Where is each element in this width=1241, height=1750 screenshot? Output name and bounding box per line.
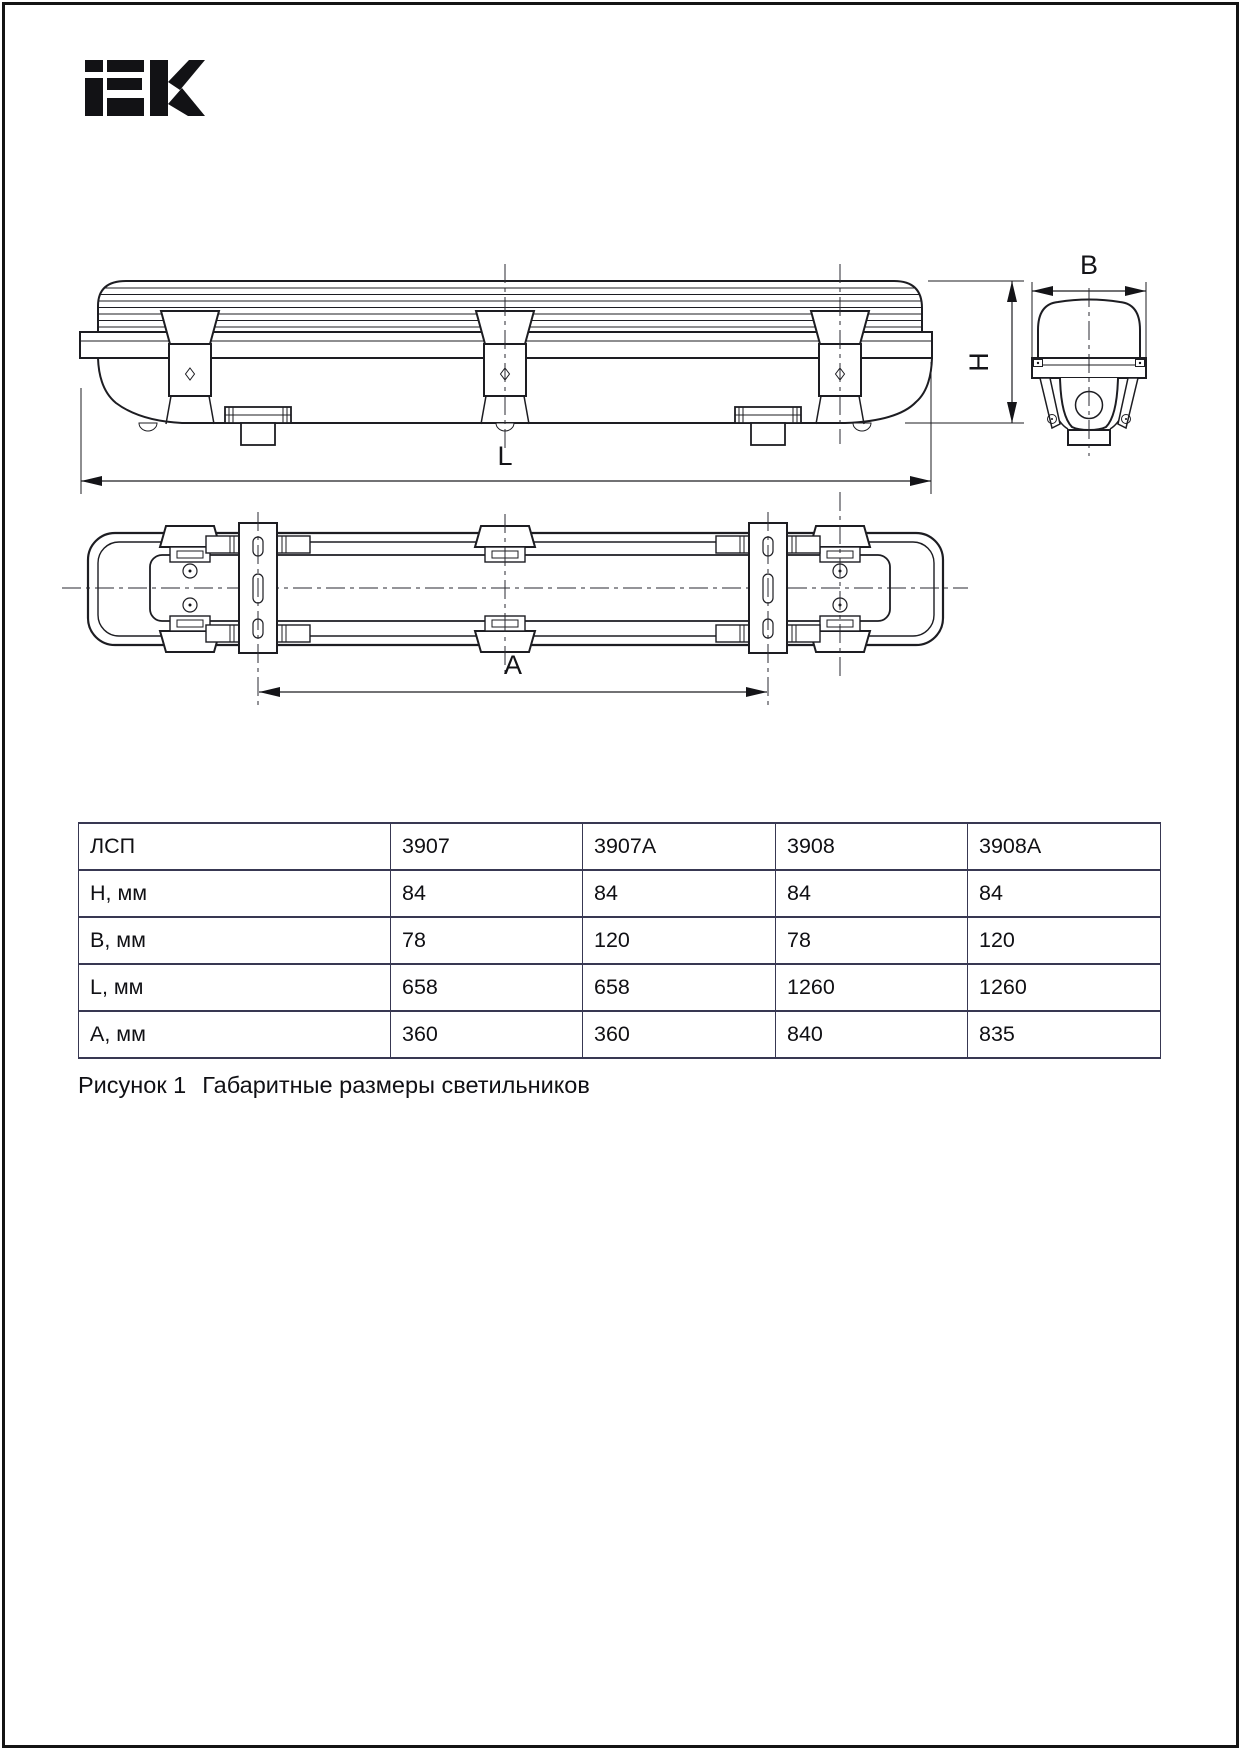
cell-value: 84	[391, 870, 583, 917]
figure-caption	[78, 1072, 590, 1099]
cell-value: 78	[391, 917, 583, 964]
table-header-model-3907a: 3907A	[583, 823, 776, 870]
dim-label-L: L	[497, 441, 513, 471]
cell-value: 1260	[968, 964, 1161, 1011]
cell-value: 84	[968, 870, 1161, 917]
table-header-row	[79, 823, 1161, 870]
cell-value: 120	[583, 917, 776, 964]
side-view-mount-bracket-right	[735, 407, 801, 445]
cell-value: 84	[776, 870, 968, 917]
table-row-A	[79, 1011, 1161, 1058]
cell-value: 658	[583, 964, 776, 1011]
dimensions-table	[78, 822, 1161, 1059]
table-header-series: ЛСП	[79, 823, 391, 870]
row-label: H, мм	[79, 870, 391, 917]
cell-value: 835	[968, 1011, 1161, 1058]
cell-value: 360	[391, 1011, 583, 1058]
figure-caption-number: Рисунок 1	[78, 1072, 187, 1098]
cell-value: 120	[968, 917, 1161, 964]
cell-value: 840	[776, 1011, 968, 1058]
table-row-B	[79, 917, 1161, 964]
cell-value: 658	[391, 964, 583, 1011]
technical-drawing	[0, 0, 1241, 760]
figure-caption-text: Габаритные размеры светильников	[202, 1072, 590, 1098]
row-label: A, мм	[79, 1011, 391, 1058]
table-row-L	[79, 964, 1161, 1011]
dim-label-A: A	[503, 650, 523, 680]
table-header-model-3907: 3907	[391, 823, 583, 870]
dim-label-B: B	[1079, 250, 1099, 280]
side-view-mount-bracket-left	[225, 407, 291, 445]
cell-value: 1260	[776, 964, 968, 1011]
end-view-strut-left	[1040, 378, 1060, 428]
cell-value: 84	[583, 870, 776, 917]
luminaire-side-view	[80, 264, 932, 448]
row-label: L, мм	[79, 964, 391, 1011]
cell-value: 78	[776, 917, 968, 964]
luminaire-end-view	[1032, 250, 1146, 456]
dimension-A	[259, 650, 767, 697]
side-view-clip-1	[161, 311, 219, 424]
cell-value: 360	[583, 1011, 776, 1058]
dim-label-H: H	[964, 352, 994, 372]
table-header-model-3908: 3908	[776, 823, 968, 870]
table-row-H	[79, 870, 1161, 917]
end-view-strut-right	[1118, 378, 1138, 428]
table-header-model-3908a: 3908A	[968, 823, 1161, 870]
row-label: B, мм	[79, 917, 391, 964]
